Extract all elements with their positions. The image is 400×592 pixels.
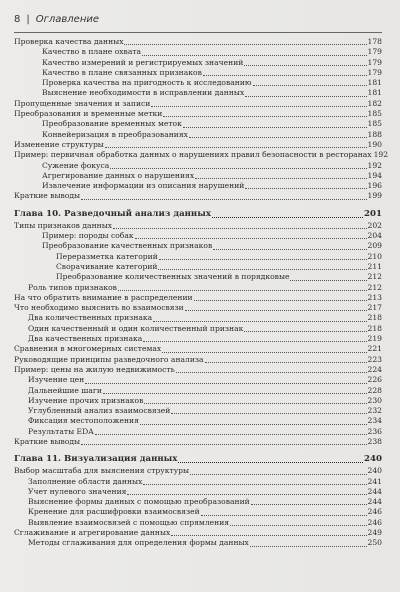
- table-of-contents: [14, 37, 389, 549]
- toc-entry: [14, 58, 382, 68]
- toc-entry-page: 240: [364, 454, 382, 465]
- toc-entry: [14, 355, 382, 365]
- dot-leader: [176, 372, 367, 373]
- dot-leader: [183, 127, 367, 128]
- dot-leader: [153, 321, 366, 322]
- toc-entry-page: 244: [367, 497, 382, 507]
- dot-leader: [171, 413, 366, 414]
- toc-entry: [14, 466, 382, 476]
- toc-entry: [14, 324, 382, 334]
- toc-entry-title: Фиксация местоположения: [28, 416, 139, 426]
- toc-entry-title: Выбор масштаба для выяснения структуры: [14, 466, 190, 476]
- toc-entry-title: Углубленный анализ взаимосвязей: [28, 406, 171, 416]
- toc-entry: [14, 119, 382, 129]
- toc-entry-title: Глава 10. Разведочный анализ данных: [14, 208, 211, 219]
- toc-entry: [14, 497, 382, 507]
- toc-entry-page: 236: [367, 426, 382, 436]
- toc-entry: [14, 365, 382, 375]
- dot-leader: [205, 362, 367, 363]
- dot-leader: [290, 280, 366, 281]
- toc-entry: [14, 88, 382, 98]
- toc-entry-title: Качество измерений и регистрируемых значений: [42, 57, 244, 67]
- toc-entry-title: Сворачивание категорий: [56, 261, 158, 271]
- toc-entry-page: 246: [367, 507, 382, 517]
- toc-entry-page: 179: [367, 67, 382, 77]
- dot-leader: [142, 55, 366, 56]
- dot-leader: [213, 249, 366, 250]
- toc-entry: [14, 241, 382, 251]
- dot-leader: [163, 116, 366, 117]
- dot-leader: [144, 403, 366, 404]
- dot-leader: [118, 290, 367, 291]
- dot-leader: [135, 238, 367, 239]
- toc-entry-title: Сравнения в многомерных системах: [14, 344, 162, 354]
- toc-entry-title: Дальнейшие шаги: [28, 385, 102, 395]
- toc-entry: [14, 130, 382, 140]
- toc-entry-title: Преобразование временных меток: [42, 119, 182, 129]
- toc-entry: [14, 283, 382, 293]
- toc-entry-page: 250: [367, 538, 382, 548]
- dot-leader: [190, 474, 366, 475]
- toc-entry-page: 226: [367, 375, 382, 385]
- toc-entry: [14, 150, 389, 160]
- toc-entry: [14, 78, 382, 88]
- toc-entry-page: 192: [367, 160, 382, 170]
- toc-entry-page: 249: [367, 528, 382, 538]
- toc-entry-page: 212: [367, 272, 382, 282]
- toc-entry-page: 182: [367, 98, 382, 108]
- toc-entry: [14, 252, 382, 262]
- toc-entry-title: Изменение структуры: [14, 139, 104, 149]
- toc-entry-page: 234: [367, 416, 382, 426]
- toc-entry-page: 190: [367, 139, 382, 149]
- toc-chapter-heading: [14, 452, 382, 466]
- dot-leader: [113, 228, 366, 229]
- toc-entry: [14, 416, 382, 426]
- toc-entry-title: Заполнение области данных: [28, 476, 143, 486]
- toc-entry-page: 179: [367, 47, 382, 57]
- toc-entry-page: 194: [367, 170, 382, 180]
- toc-entry-page: 212: [367, 282, 382, 292]
- toc-entry-title: Выяснение необходимости в исправлении данных: [42, 88, 245, 98]
- toc-entry-title: Пример: первичная обработка данных о нарушениях правил безопасности в ресторанах: [14, 150, 372, 160]
- dot-leader: [253, 85, 367, 86]
- dot-leader: [158, 269, 366, 270]
- toc-entry: [14, 109, 382, 119]
- toc-entry-page: 199: [367, 191, 382, 201]
- toc-entry-title: Методы сглаживания для определения формы данных: [28, 538, 249, 548]
- toc-entry-page: 218: [367, 313, 382, 323]
- toc-entry-page: 204: [367, 231, 382, 241]
- toc-entry-title: Два качественных признака: [28, 334, 143, 344]
- toc-entry-page: 218: [367, 323, 382, 333]
- toc-entry-title: Агрегирование данных о нарушениях: [42, 170, 195, 180]
- toc-entry-page: 241: [367, 476, 382, 486]
- toc-entry: [14, 181, 382, 191]
- dot-leader: [159, 259, 367, 260]
- toc-entry-page: 217: [367, 303, 382, 313]
- toc-entry: [14, 191, 382, 201]
- toc-entry: [14, 528, 382, 538]
- toc-entry-page: 178: [367, 37, 382, 46]
- dot-leader: [178, 462, 363, 463]
- header-title: Оглавление: [35, 13, 100, 25]
- toc-entry: [14, 375, 382, 385]
- toc-entry: [14, 272, 382, 282]
- toc-entry-title: Учет нулевого значения: [28, 486, 127, 496]
- dot-leader: [244, 331, 366, 332]
- toc-entry-title: Выявление взаимосвязей с помощью спрямления: [28, 517, 230, 527]
- toc-entry: [14, 231, 382, 241]
- toc-entry-title: Преобразования и временные метки: [14, 109, 163, 119]
- dot-leader: [251, 504, 367, 505]
- toc-entry-page: 192: [373, 150, 389, 160]
- toc-entry-title: Два количественных признака: [28, 313, 153, 323]
- dot-leader: [81, 199, 366, 200]
- toc-entry-title: Пример: породы собак: [42, 231, 134, 241]
- toc-entry: [14, 313, 382, 323]
- toc-entry-page: 219: [367, 334, 382, 344]
- toc-entry-title: Краткие выводы: [14, 436, 81, 446]
- toc-entry-page: 232: [367, 406, 382, 416]
- toc-entry-title: Один качественный и один количественный признак: [28, 323, 244, 333]
- toc-entry: [14, 293, 382, 303]
- toc-entry-title: Изучение цен: [28, 375, 85, 385]
- dot-leader: [124, 44, 366, 45]
- header-separator: |: [26, 13, 30, 25]
- dot-leader: [195, 178, 366, 179]
- dot-leader: [212, 217, 363, 218]
- toc-entry: [14, 406, 382, 416]
- toc-entry: [14, 221, 382, 231]
- toc-entry-title: Проверка качества на пригодность к исследованию: [42, 78, 252, 88]
- toc-entry-title: Преобразование качественных признаков: [42, 241, 213, 251]
- toc-entry-title: Качество в плане связанных признаков: [42, 67, 202, 77]
- dot-leader: [162, 352, 366, 353]
- dot-leader: [95, 434, 367, 435]
- toc-entry-title: Изучение прочих признаков: [28, 395, 144, 405]
- toc-entry-title: Выяснение формы данных с помощью преобразований: [28, 497, 250, 507]
- toc-entry-title: Что необходимо выяснить во взаимосвязи: [14, 303, 184, 313]
- toc-entry: [14, 507, 382, 517]
- toc-entry-title: Переразметка категорий: [56, 251, 158, 261]
- toc-entry-page: 246: [367, 517, 382, 527]
- toc-entry: [14, 518, 382, 528]
- dot-leader: [171, 535, 366, 536]
- dot-leader: [201, 515, 367, 516]
- toc-entry-page: 210: [367, 251, 382, 261]
- toc-entry-page: 181: [367, 78, 382, 88]
- toc-entry: [14, 437, 382, 447]
- toc-entry: [14, 538, 382, 548]
- dot-leader: [230, 525, 366, 526]
- dot-leader: [140, 424, 367, 425]
- toc-entry-page: 238: [367, 436, 382, 446]
- toc-entry: [14, 477, 382, 487]
- toc-entry-page: 185: [367, 109, 382, 119]
- toc-entry: [14, 396, 382, 406]
- dot-leader: [245, 188, 366, 189]
- toc-entry-page: 196: [367, 181, 382, 191]
- toc-entry-page: 188: [367, 129, 382, 139]
- dot-leader: [151, 106, 366, 107]
- running-header: [14, 6, 382, 33]
- toc-entry-page: 209: [367, 241, 382, 251]
- dot-leader: [203, 75, 367, 76]
- toc-entry-page: 211: [367, 261, 382, 271]
- toc-entry-page: 230: [367, 395, 382, 405]
- dot-leader: [81, 444, 366, 445]
- page-number: 8: [14, 13, 21, 25]
- toc-entry: [14, 344, 382, 354]
- dot-leader: [245, 96, 366, 97]
- dot-leader: [127, 494, 366, 495]
- dot-leader: [194, 300, 367, 301]
- toc-entry-title: На что обратить внимание в распределении: [14, 292, 193, 302]
- toc-entry: [14, 334, 382, 344]
- toc-entry-title: Роль типов признаков: [28, 282, 117, 292]
- toc-entry-title: Преобразование количественных значений в порядковые: [56, 272, 290, 282]
- toc-entry-page: 179: [367, 57, 382, 67]
- toc-entry-page: 244: [367, 486, 382, 496]
- toc-entry-title: Пропущенные значения и записи: [14, 98, 151, 108]
- toc-entry-page: 201: [364, 208, 382, 219]
- toc-entry-title: Конвейеризация в преобразованиях: [42, 129, 188, 139]
- toc-entry-title: Руководящие принципы разведочного анализа: [14, 354, 204, 364]
- toc-entry-title: Качество в плане охвата: [42, 47, 142, 57]
- toc-entry-title: Типы признаков данных: [14, 220, 113, 230]
- toc-entry-page: 202: [367, 220, 382, 230]
- toc-entry-page: 181: [367, 88, 382, 98]
- toc-entry: [14, 386, 382, 396]
- dot-leader: [143, 484, 366, 485]
- toc-entry-page: 213: [367, 292, 382, 302]
- toc-entry: [14, 47, 382, 57]
- toc-entry-title: Пример: цены на жилую недвижимость: [14, 364, 175, 374]
- toc-entry: [14, 487, 382, 497]
- toc-entry: [14, 37, 382, 47]
- dot-leader: [105, 147, 367, 148]
- dot-leader: [185, 310, 367, 311]
- toc-entry-title: Результаты EDA: [28, 426, 94, 436]
- toc-entry: [14, 427, 382, 437]
- toc-entry: [14, 99, 382, 109]
- toc-entry-page: 223: [367, 354, 382, 364]
- toc-entry: [14, 262, 382, 272]
- dot-leader: [244, 65, 366, 66]
- toc-entry-title: Сглаживание и агрегирование данных: [14, 528, 171, 538]
- toc-entry-title: Сужение фокуса: [42, 160, 110, 170]
- toc-entry-title: Краткие выводы: [14, 191, 81, 201]
- toc-entry-page: 228: [367, 385, 382, 395]
- dot-leader: [250, 546, 367, 547]
- dot-leader: [85, 383, 366, 384]
- toc-entry: [14, 171, 382, 181]
- toc-entry-title: Извлечение информации из описания нарушений: [42, 181, 245, 191]
- toc-entry: [14, 303, 382, 313]
- dot-leader: [103, 393, 367, 394]
- toc-entry: [14, 140, 382, 150]
- dot-leader: [143, 341, 366, 342]
- toc-entry-page: 224: [367, 364, 382, 374]
- dot-leader: [110, 168, 366, 169]
- toc-entry-page: 240: [367, 466, 382, 476]
- toc-entry-page: 221: [367, 344, 382, 354]
- toc-entry: [14, 68, 382, 78]
- toc-chapter-heading: [14, 207, 382, 221]
- toc-entry: [14, 161, 382, 171]
- toc-entry-title: Глава 11. Визуализация данных: [14, 454, 178, 465]
- toc-entry-title: Кренение для расшифровки взаимосвязей: [28, 507, 200, 517]
- dot-leader: [189, 137, 367, 138]
- toc-entry-page: 185: [367, 119, 382, 129]
- toc-entry-title: Проверка качества данных: [14, 37, 124, 46]
